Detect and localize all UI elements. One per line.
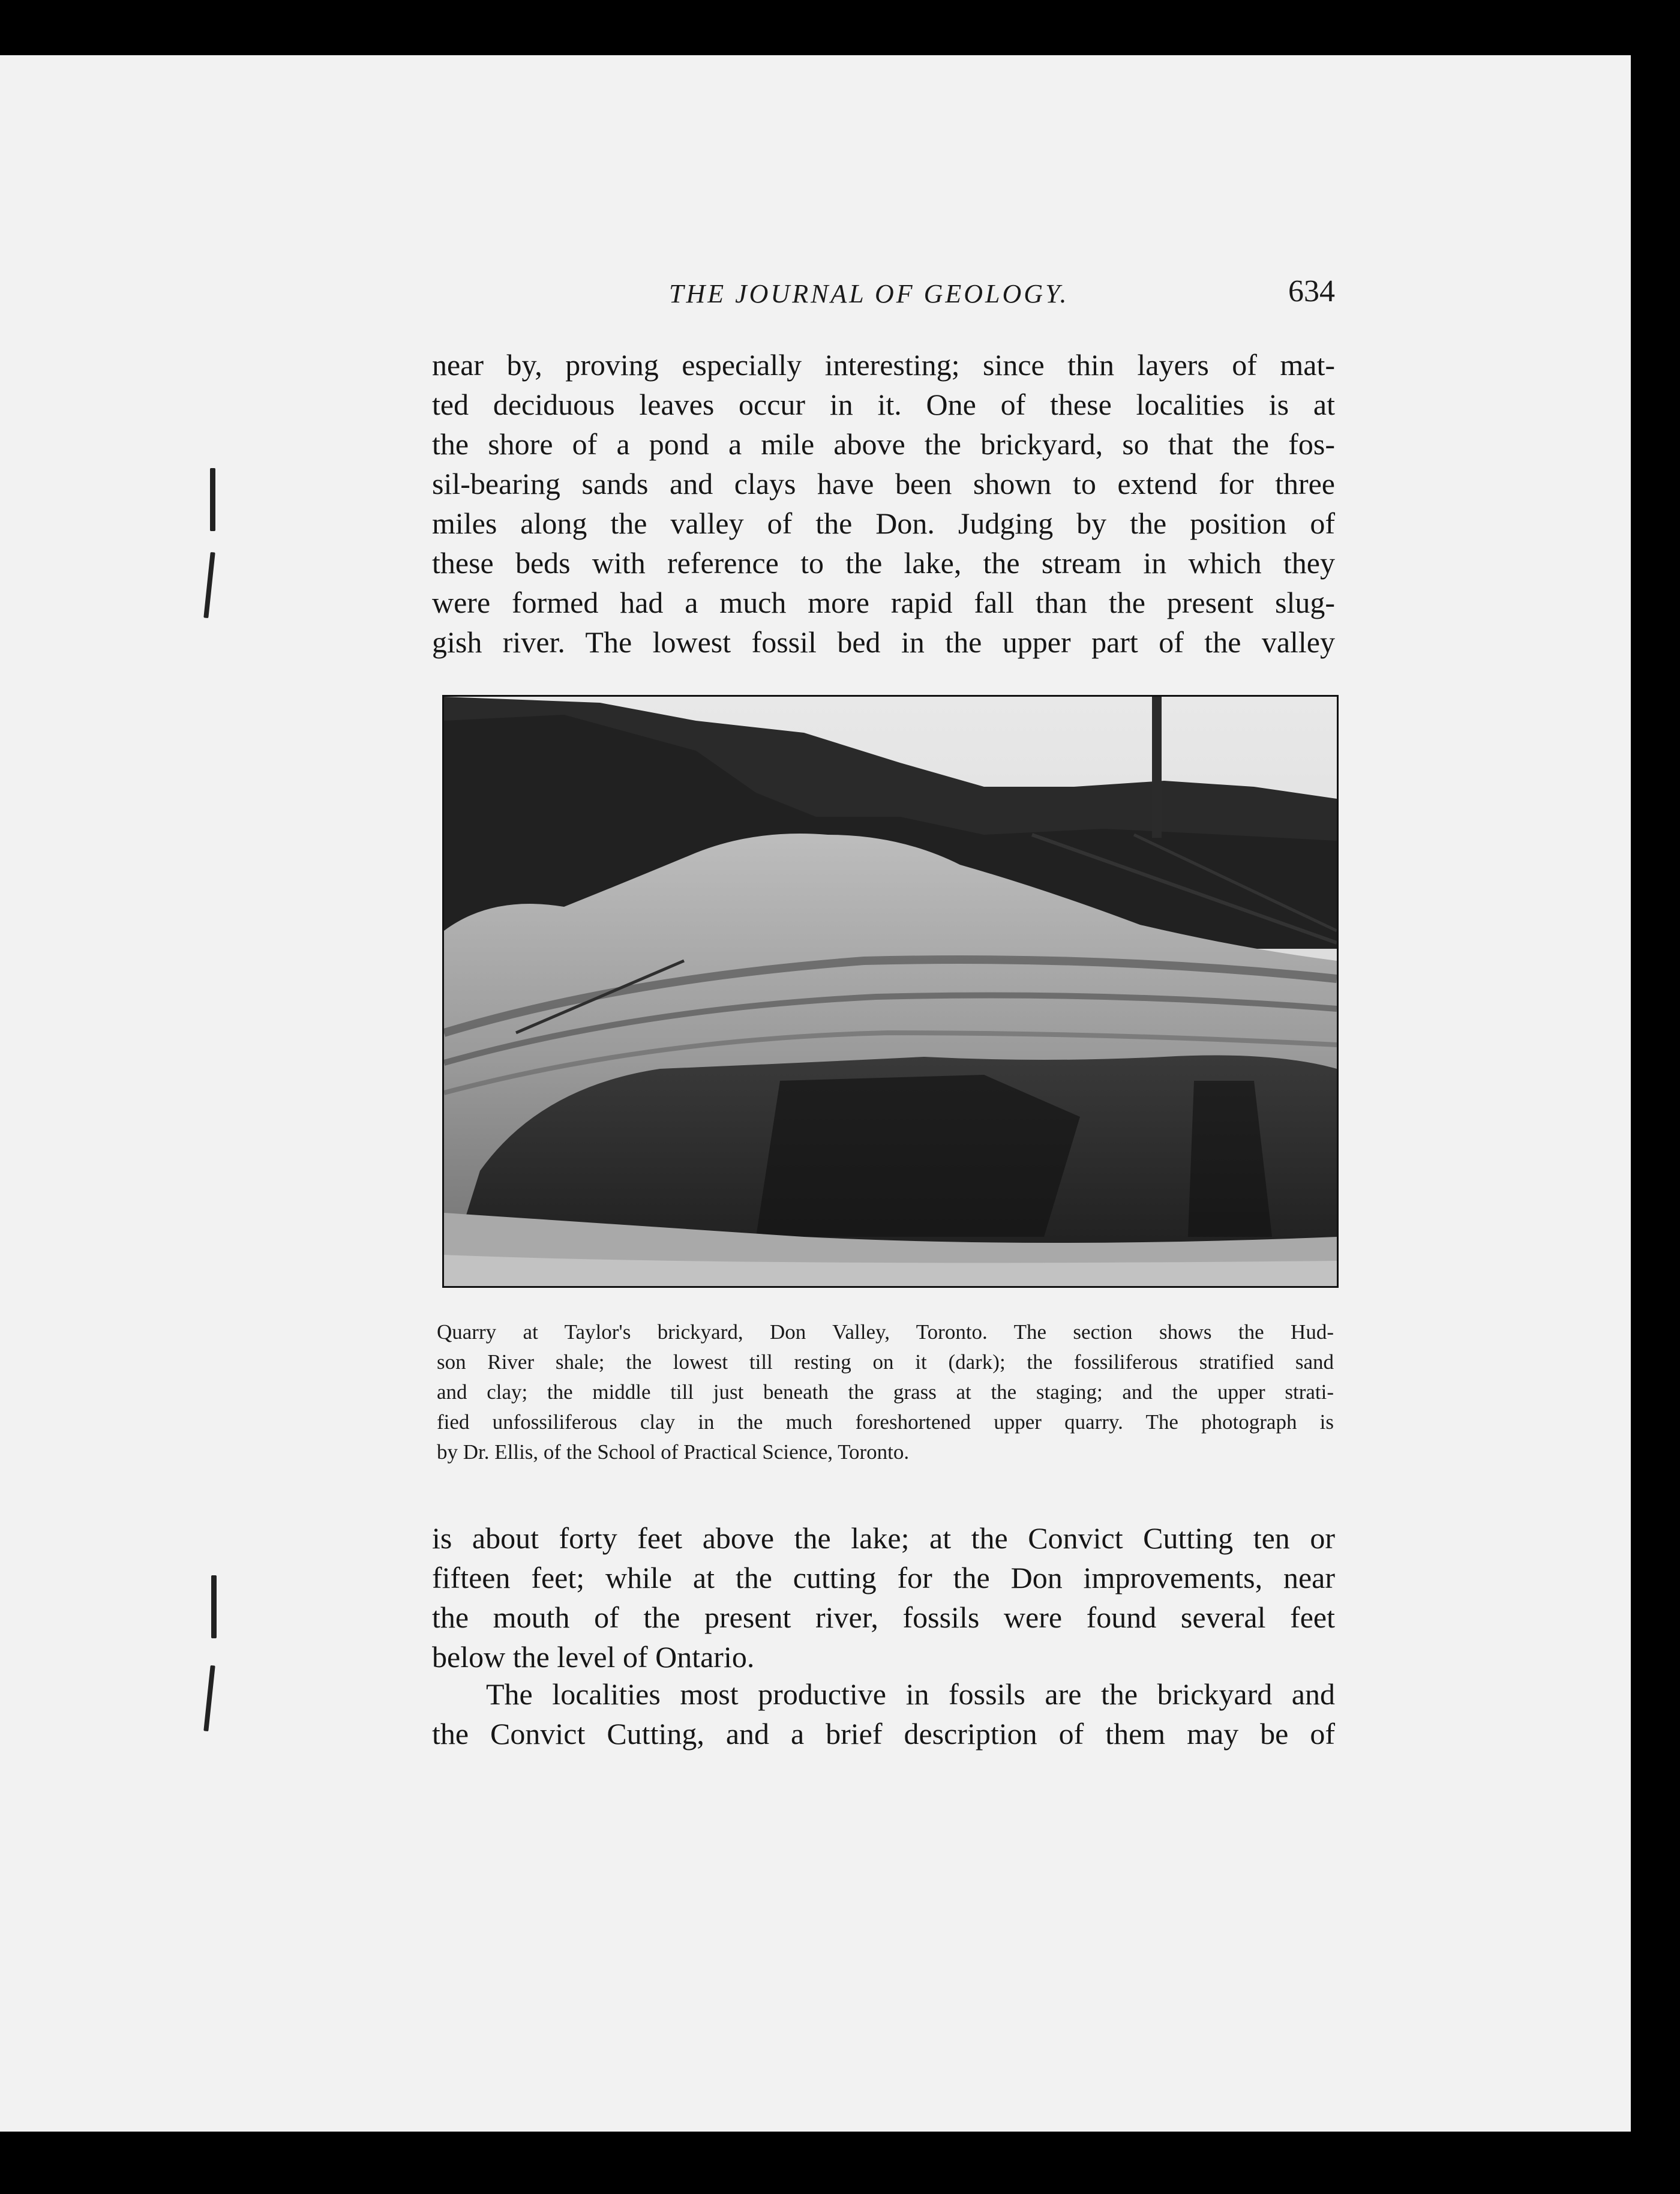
text-line: were formed had a much more rapid fall than the present slug- <box>432 586 1335 619</box>
page-number: 634 <box>1288 274 1335 308</box>
text-line: miles along the valley of the Don. Judging by the position of <box>432 506 1335 540</box>
caption-line: and clay; the middle till just beneath the grass at the staging; and the upper strati- <box>437 1380 1334 1404</box>
paragraph-2 <box>432 1518 1335 1677</box>
paragraph-3 <box>432 1674 1335 1754</box>
paragraph-1 <box>432 345 1335 662</box>
text-line: is about forty feet above the lake; at the Convict Cutting ten or <box>432 1521 1335 1555</box>
text-line: ted deciduous leaves occur in it. One of these localities is at <box>432 388 1335 421</box>
quarry-photograph <box>442 695 1339 1288</box>
caption-line: Quarry at Taylor's brickyard, Don Valley, Toronto. The section shows the Hud- <box>437 1320 1334 1344</box>
caption-line: fied unfossiliferous clay in the much foreshortened upper quarry. The photograph is <box>437 1410 1334 1434</box>
text-line: below the level of Ontario. <box>432 1640 755 1674</box>
running-title: THE JOURNAL OF GEOLOGY. <box>669 279 1069 308</box>
text-line: sil-bearing sands and clays have been shown to extend for three <box>432 467 1335 500</box>
caption-line: son River shale; the lowest till resting on it (dark); the fossiliferous stratified sand <box>437 1350 1334 1374</box>
text-line: gish river. The lowest fossil bed in the upper part of the valley <box>432 625 1335 659</box>
text-line: near by, proving especially interesting; since thin layers of mat- <box>432 348 1335 382</box>
text-line: these beds with reference to the lake, the stream in which they <box>432 546 1335 580</box>
figure-caption <box>437 1317 1334 1467</box>
text-line: the shore of a pond a mile above the brickyard, so that the fos- <box>432 427 1335 461</box>
caption-line: by Dr. Ellis, of the School of Practical Science, Toronto. <box>437 1440 910 1464</box>
text-line: the mouth of the present river, fossils were found several feet <box>432 1600 1335 1634</box>
binding-mark <box>211 1575 217 1638</box>
running-header <box>669 274 1335 322</box>
text-line: the Convict Cutting, and a brief description of them may be of <box>432 1717 1335 1751</box>
text-line: The localities most productive in fossils are the brickyard and <box>486 1677 1335 1711</box>
text-line: fifteen feet; while at the cutting for the Don improvements, near <box>432 1561 1335 1594</box>
binding-mark <box>210 468 215 531</box>
photo-image <box>444 697 1337 1286</box>
